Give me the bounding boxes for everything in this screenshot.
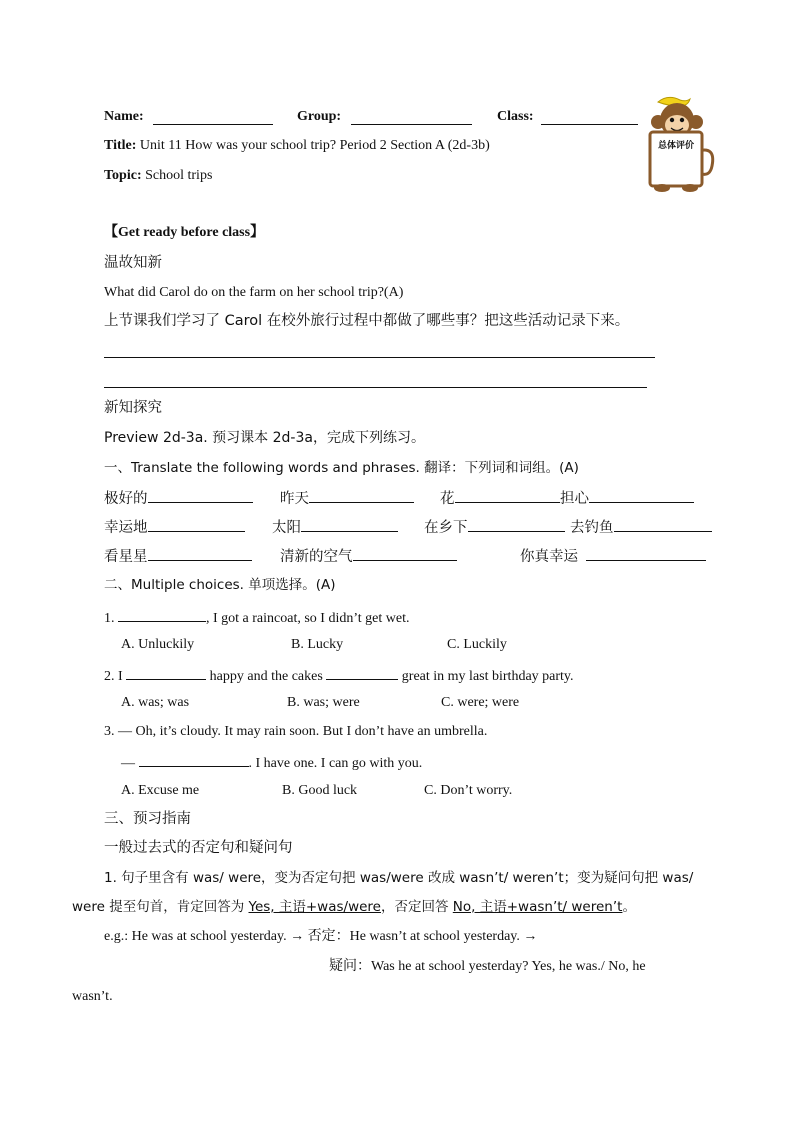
vocab-item: 看星星 (104, 546, 252, 566)
question-1: 1. , I got a raincoat, so I didn’t get wet. (104, 607, 409, 628)
guide-rule-line-1: 1. 句子里含有 was/ were，变为否定句把 was/were 改成 wasn’t/ weren’t；变为疑问句把 was/ (104, 870, 694, 886)
vocab-item: 极好的 (104, 488, 253, 508)
q1-option-a[interactable]: A. Unluckily (121, 637, 195, 652)
q2-option-b[interactable]: B. was; were (287, 695, 360, 710)
guide-heading: 三、预习指南 (104, 811, 191, 827)
q3-option-a[interactable]: A. Excuse me (121, 783, 200, 798)
blank[interactable] (326, 665, 398, 680)
section-ready-heading: 【Get ready before class】 (104, 225, 265, 240)
q3-option-b[interactable]: B. Good luck (282, 783, 358, 798)
badge-text: 总体评价 (657, 141, 695, 151)
vocab-item: 幸运地 (104, 517, 245, 537)
question-2: 2. I happy and the cakes great in my last birthday party. (104, 665, 574, 686)
topic-row (104, 167, 212, 185)
blank[interactable] (118, 607, 206, 622)
guide-subheading: 一般过去式的否定句和疑问句 (104, 840, 293, 856)
part1-title: 一、Translate the following words and phrases. 翻译：下列词和词组。(A) (104, 460, 579, 476)
explore-heading: 新知探究 (104, 400, 162, 416)
q2-option-c[interactable]: C. were; were (441, 695, 520, 710)
class-label: Class: (497, 109, 534, 124)
vocab-item: 你真幸运 (520, 546, 706, 566)
review-heading: 温故知新 (104, 255, 162, 271)
name-label: Name: (104, 109, 144, 124)
title-label: Title: (104, 138, 137, 153)
review-question: What did Carol do on the farm on her school trip?(A) (104, 285, 404, 300)
preview-instruction: Preview 2d-3a. 预习课本 2d-3a，完成下列练习。 (104, 430, 425, 446)
topic-value: School trips (145, 168, 213, 183)
guide-rule-line-2: were 提至句首，肯定回答为 Yes, 主语+was/were，否定回答 No, 主语+wasn’t/ weren’t。 (72, 899, 636, 915)
q3-option-c[interactable]: C. Don’t worry. (424, 783, 513, 798)
name-field[interactable] (153, 110, 273, 125)
vocab-item: 昨天 (280, 488, 414, 508)
title-row (104, 137, 490, 155)
vocab-item: 担心 (560, 488, 694, 508)
blank[interactable] (139, 752, 249, 767)
vocab-item: 清新的空气 (280, 546, 457, 566)
vocab-item: 在乡下 (424, 517, 565, 537)
question-3: 3. — Oh, it’s cloudy. It may rain soon. But I don’t have an umbrella. (104, 724, 488, 739)
q1-option-b[interactable]: B. Lucky (291, 637, 344, 652)
guide-example-3: wasn’t. (72, 989, 113, 1004)
topic-label: Topic: (104, 168, 142, 183)
q2-option-a[interactable]: A. was; was (121, 695, 190, 710)
vocab-item: 花 (440, 488, 560, 508)
q1-option-c[interactable]: C. Luckily (447, 637, 507, 652)
group-field[interactable] (351, 110, 472, 125)
vocab-item: 去钓鱼 (570, 517, 712, 537)
answer-line-2[interactable] (104, 387, 647, 388)
class-field[interactable] (541, 110, 638, 125)
answer-line-1[interactable] (104, 357, 655, 358)
guide-example-2: 疑问：Was he at school yesterday? Yes, he was./ No, he (329, 959, 646, 974)
monkey-evaluation-badge (640, 96, 718, 194)
part2-title: 二、Multiple choices. 单项选择。(A) (104, 577, 336, 593)
vocab-item: 太阳 (272, 517, 398, 537)
question-3-response: — . I have one. I can go with you. (121, 752, 422, 773)
blank[interactable] (126, 665, 206, 680)
group-label: Group: (297, 109, 342, 124)
guide-example-1: e.g.: He was at school yesterday. → 否定：He wasn’t at school yesterday. → (104, 929, 538, 944)
review-instruction: 上节课我们学习了 Carol 在校外旅行过程中都做了哪些事？把这些活动记录下来。 (104, 313, 630, 329)
title-value: Unit 11 How was your school trip? Period 2 Section A (2d-3b) (139, 138, 490, 153)
